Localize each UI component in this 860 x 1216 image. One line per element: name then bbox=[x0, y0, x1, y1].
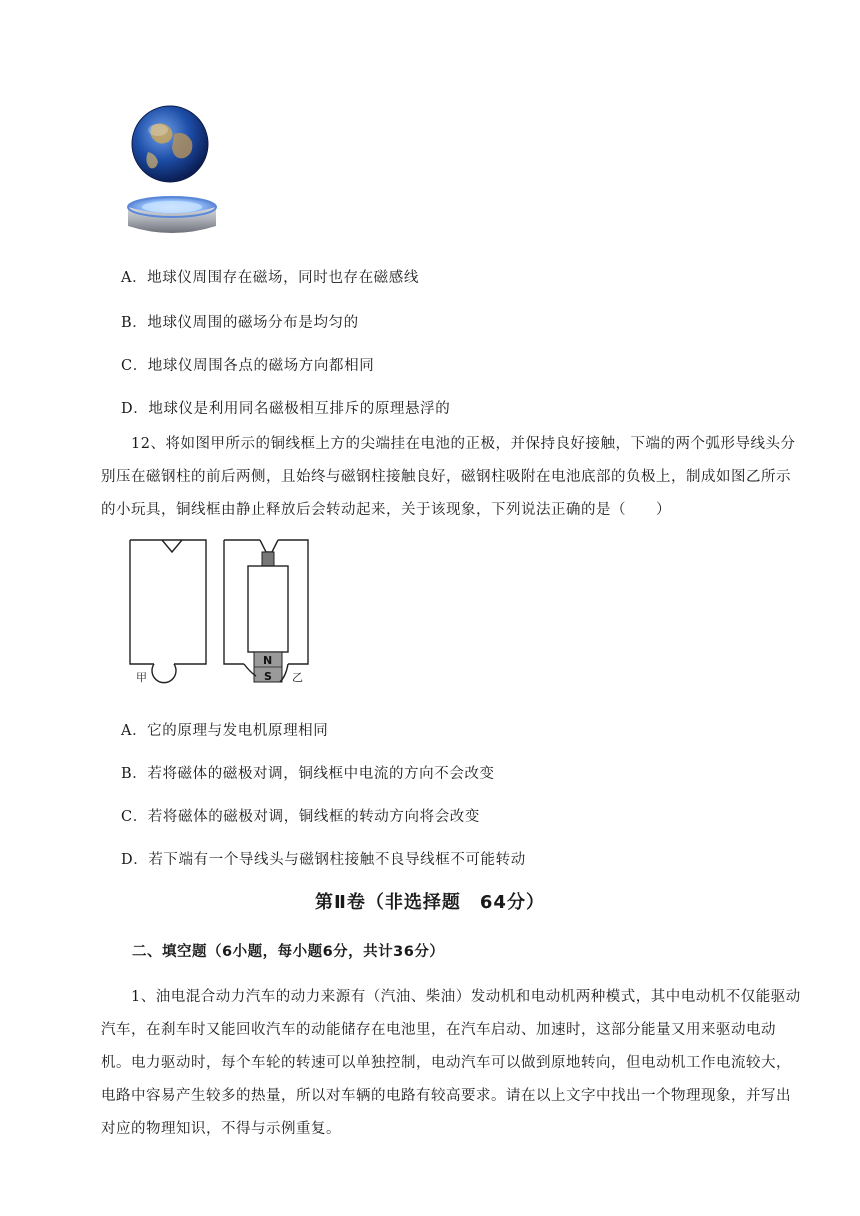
q12-option-d: D．若下端有一个导线头与磁钢柱接触不良导线框不可能转动 bbox=[121, 852, 526, 868]
magnet-n-label: N bbox=[263, 654, 273, 667]
q12-option-c: C．若将磁体的磁极对调，铜线框的转动方向将会改变 bbox=[121, 809, 480, 825]
section-title: 第Ⅱ卷（非选择题 64分） bbox=[315, 892, 545, 913]
q12-option-b: B．若将磁体的磁极对调，铜线框中电流的方向不会改变 bbox=[121, 766, 495, 782]
fill-in-q1-text: 1、油电混合动力汽车的动力来源有（汽油、柴油）发动机和电动机两种模式，其中电动机不仅能驱动汽车，在刹车时又能回收汽车的动能储存在电池里，在汽车启动、加速时，这部分能量又用来驱动电动机。电力驱动时，每个车轮的转速可以单独控制，电动汽车可以做到原地转向，但电动机工作电流较大，电路中容易产生较多的热量，所以对车辆的电路有较高要求。请在以上文字中找出一个物理现象，并写出对应的物理知识，不得与示例重复。 bbox=[101, 989, 801, 1137]
q12-stem: 12、将如图甲所示的铜线框上方的尖端挂在电池的正极，并保持良好接触，下端的两个弧形导线头分别压在磁钢柱的前后两侧，且始终与磁钢柱接触良好，磁钢柱吸附在电池底部的负极上，制成如图乙所示的小玩具，铜线框由静止释放后会转动起来，关于该现象，下列说法正确的是（ ） bbox=[101, 436, 796, 518]
copper-frame-figure bbox=[126, 536, 326, 686]
magnet-s-label: S bbox=[264, 670, 272, 683]
battery-body bbox=[248, 566, 288, 652]
part-heading: 二、填空题（6小题，每小题6分，共计36分） bbox=[132, 944, 445, 960]
label-yi: 乙 bbox=[292, 671, 303, 684]
q11-option-b: B．地球仪周围的磁场分布是均匀的 bbox=[121, 315, 359, 331]
label-jia: 甲 bbox=[136, 671, 147, 684]
q12-option-a: A．它的原理与发电机原理相同 bbox=[121, 723, 329, 739]
q11-option-d: D．地球仪是利用同名磁极相互排斥的原理悬浮的 bbox=[121, 401, 451, 417]
wire-frame-jia bbox=[130, 540, 206, 664]
q11-option-c: C．地球仪周围各点的磁场方向都相同 bbox=[121, 358, 375, 374]
levitating-globe-image bbox=[122, 104, 232, 244]
q11-option-a: A．地球仪周围存在磁场，同时也存在磁感线 bbox=[121, 270, 419, 286]
battery-terminal bbox=[262, 552, 274, 566]
